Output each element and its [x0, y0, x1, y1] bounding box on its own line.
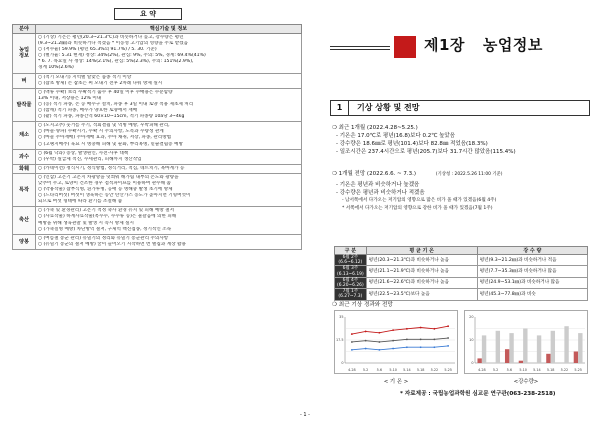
summary-line: 낮추어 주고, 토양이 건조한 경우 점적파이프를 이용하여 관수해 줌: [38, 180, 171, 186]
bar: [551, 331, 555, 363]
bar: [546, 354, 550, 363]
data-point: [447, 325, 449, 327]
outlook-basis: (기상청 : 2022.5.26 11:00 기준): [435, 172, 503, 177]
data-point: [351, 333, 353, 335]
forecast-temp: 평년(21.1~21.9℃)과 비슷하거나 높음: [366, 266, 477, 277]
bar: [537, 335, 541, 363]
charts-title: ❍ 최근 기상 경과와 전망: [332, 302, 393, 308]
data-point: [420, 338, 422, 340]
summary-row: [13, 173, 302, 206]
summary-content: [36, 73, 302, 88]
summary-line: ○ (콩) 적기 파종, 논 콩 배수구 설치, 파종 후 3일 이내 토양 적용 제초제 처리: [38, 101, 194, 107]
summary-line: 13% 이내, 저장용은 12% 이내: [38, 95, 102, 101]
forecast-temp: 평년(20.3~21.3℃)과 비슷하거나 높음: [366, 255, 477, 266]
summary-line: 경계 10%(2.6%): [38, 65, 74, 71]
outlook-block: [332, 170, 503, 213]
summary-col-content: 핵심기술 및 정보: [36, 25, 302, 34]
data-point: [433, 346, 435, 348]
data-point: [378, 332, 380, 334]
recent-weather-block: [332, 124, 516, 156]
x-tick-label: 5.18: [416, 368, 425, 372]
summary-content: [36, 34, 302, 74]
summary-line: ○ (노지고추) 웃거름 주기, 석회결핍 및 역병 예방, 우박피해 관리,: [38, 123, 170, 129]
outlook-title: ❍ 1개월 전망 (2022.6.6. ~ 7.3.): [332, 171, 417, 177]
forecast-period: 6월 4주 (6.20~6.26): [335, 277, 367, 288]
bar: [496, 331, 500, 363]
x-tick-label: 5.22: [560, 368, 569, 372]
x-tick-label: 5.14: [533, 368, 541, 372]
data-point: [365, 331, 367, 333]
summary-line: ○ (맥류 수확) 보리 수확적기 출수 후 40일 이후 수매용은 수분함량: [38, 89, 173, 95]
outlook-temp-line: - 기온은 평년과 비슷하거나 높겠음: [336, 182, 420, 188]
bar: [519, 361, 523, 363]
outlook-note-2: * 서쪽에서 다가오는 저기압의 영향으로 강한 비가 올 때가 있겠음(7월 1주): [342, 206, 493, 211]
data-point: [447, 337, 449, 339]
data-source: * 자료제공 : 국립농업과학원 심교문 연구관(063-238-2518): [400, 391, 556, 397]
summary-row: [13, 34, 302, 74]
y-tick-label: 20: [469, 315, 474, 320]
summary-row: [13, 88, 302, 121]
bar: [564, 326, 568, 363]
precipitation-chart: [464, 310, 588, 374]
data-point: [406, 328, 408, 330]
summary-line: ○ (기상) 기온은 평년(20.3~21.3℃)과 비슷하거나 높고, 강수량은 평년: [38, 35, 184, 40]
outlook-rain-line: - 강수량은 평년과 비슷하거나 적겠음: [336, 190, 425, 196]
forecast-temp: 평년(21.6~22.6℃)과 비슷하거나 높음: [366, 277, 477, 288]
summary-line: ○ (가축 및 환경관리) 고온기 적정 축사 환경 유지 및 피해 예방 철저: [38, 208, 175, 214]
data-point: [447, 345, 449, 347]
x-tick-label: 5.6: [376, 368, 383, 372]
summary-line: ○ (느타리버섯) 버섯이 생육하는 동안 탄산가스 농도가 높아지면 기형버섯이: [38, 193, 191, 199]
x-tick-label: 5.6: [506, 368, 513, 372]
summary-line: ○ (마늘 주아재배) 주아재배 효과, 주아 채취, 저장, 파종, 관리방법: [38, 135, 172, 141]
x-tick-label: 5.2: [492, 368, 499, 372]
summary-line: ○ (고랭지배추) 육묘 시 병충해 피해 및 순화, 뿌리혹병, 밑슬결핍증 예방: [38, 141, 183, 147]
x-tick-label: 5.25: [574, 368, 582, 372]
summary-category: 축산: [13, 207, 36, 234]
recent-temp-line: - 기온은 17.0℃로 평년(16.8)보다 0.2℃ 높았음: [336, 133, 456, 139]
summary-category: 농업 정보: [13, 34, 36, 74]
summary-row: [13, 122, 302, 149]
x-tick-label: 5.22: [430, 368, 439, 372]
data-point: [433, 338, 435, 340]
summary-category: 양봉: [13, 234, 36, 249]
data-point: [378, 341, 380, 343]
data-point: [378, 349, 380, 351]
chapter-subtitle: 농업정보: [482, 36, 543, 54]
forecast-row: [335, 289, 588, 300]
x-tick-label: 5.2: [362, 368, 369, 372]
data-point: [365, 340, 367, 342]
summary-row: [13, 234, 302, 249]
summary-category: 화훼: [13, 164, 36, 173]
temperature-chart-svg: [335, 311, 459, 375]
forecast-col-rain: 강 수 량: [477, 247, 587, 255]
outlook-header: [332, 170, 503, 179]
x-tick-label: 5.10: [389, 368, 397, 372]
forecast-table: [334, 246, 588, 301]
data-point: [365, 348, 367, 350]
summary-line: ○ (팥) 적기 파종, 파종간격 60×10~15cm, 적기 파종량 10a당 3~4kg: [38, 114, 185, 120]
temperature-caption: < 기 온 >: [383, 379, 409, 385]
series-line-0: [352, 326, 448, 334]
bar: [523, 329, 527, 364]
recent-rain-line: - 강수량은 18.6㎜로 평년(101.4)보다 82.8㎜ 적었음(18.3%): [336, 141, 488, 147]
summary-line: (9.3~21.2㎜)과 비슷하거나 적겠음 * 이동성 고기압의 영향을 주로 받겠음: [38, 41, 189, 47]
summary-category: 채소: [13, 122, 36, 149]
y-tick-label: 0: [341, 361, 344, 366]
summary-category: 발작물: [13, 88, 36, 121]
section-number: 1: [331, 101, 349, 115]
summary-category: 벼: [13, 73, 36, 88]
chapter-header: [330, 28, 590, 64]
data-point: [392, 340, 394, 342]
recent-sun-line: - 일조시간은 237.4시간으로 평년(205.7)보다 31.7시간 많았음(115.4%): [336, 149, 516, 155]
summary-line: ○ (적기 모내기) 지역별 알맞은 품종 적기 이앙: [38, 74, 132, 80]
outlook-note-1: - 남서쪽에서 다가오는 저기압의 영향으로 많은 비가 올 때가 있겠음(6월 4주): [342, 198, 497, 203]
x-tick-label: 5.14: [403, 368, 411, 372]
bar: [509, 333, 513, 363]
summary-line: ○ (유밀기 봉군의 철저 예방) 꿀이 들어오기 시작하면 번 벌집과 계상 활용: [38, 241, 186, 247]
forecast-period: 6월 3주 (6.13~6.19): [335, 266, 367, 277]
summary-line: ○ (잡초 방제) 논 잡초는 써 모내기 전후 2차례 나눠 방제 실시: [38, 80, 163, 86]
bar: [574, 352, 578, 364]
data-point: [351, 349, 353, 351]
summary-line: ○ (사료작물) 하계사료작물(옥수수, 수수류 등)은 물갈음에 의한 피해: [38, 214, 177, 220]
summary-row: [13, 149, 302, 164]
data-point: [392, 329, 394, 331]
section-title: 기상 상황 및 전망: [357, 103, 420, 112]
chapter-rule: [330, 46, 390, 50]
forecast-rain: 평년(9.3~21.2㎜)과 비슷하거나 적음: [477, 255, 587, 266]
chapter-marker: [394, 36, 416, 58]
data-point: [406, 338, 408, 340]
forecast-period: 7월 1주 (6.27~7.3): [335, 289, 367, 300]
x-tick-label: 5.18: [546, 368, 555, 372]
summary-content: [36, 88, 302, 121]
summary-title: 요 약: [114, 8, 182, 20]
summary-line: ○ (카네이션) 정식시기, 정식방법, 정식거리, 적심, 네트치기, 흑마계가 등: [38, 165, 185, 171]
x-tick-label: 5.10: [519, 368, 527, 372]
data-point: [420, 346, 422, 348]
summary-line: ○ (우박) 실급제 적진, 수세관리, 피해까지 생산작업: [38, 156, 142, 162]
summary-section: [12, 8, 302, 412]
forecast-row: [335, 277, 588, 288]
x-tick-label: 4.28: [478, 368, 486, 372]
y-tick-label: 17.5: [335, 338, 344, 343]
data-point: [406, 346, 408, 348]
x-tick-label: 4.28: [348, 368, 356, 372]
summary-line: ○ (저수율) 59.9% (평년 65.3%의 91.7%) / 5. 30. 기준): [38, 47, 157, 53]
temperature-chart: [334, 310, 458, 374]
forecast-row: [335, 266, 588, 277]
summary-line: ○ (여름철 봉군 관리) 유밀기의 정리와 유밀기 봉군관리 주의사항: [38, 235, 169, 241]
bar: [578, 333, 582, 363]
bar: [505, 349, 509, 363]
data-point: [392, 348, 394, 350]
forecast-col-period: 구 분: [335, 247, 367, 255]
precipitation-caption: <강수량>: [513, 379, 539, 385]
summary-line: ○ (인삼) 고온기 고온지 차광망을 덧씌워 해가림 내부의 온도와 광량을: [38, 174, 179, 180]
y-tick-label: 10: [469, 338, 474, 343]
summary-content: [36, 234, 302, 249]
forecast-rain: 평년(7.7~35.3㎜)과 비슷하거나 많음: [477, 266, 587, 277]
forecast-col-temp: 평 균 기 온: [366, 247, 477, 255]
summary-line: ○ (벌가율: 5.31 현재) 정상: 34%(2%), 관심: 9%, 주의: 5%, 경계: 69.4%(41%): [38, 53, 206, 59]
summary-line: ○ (참깨) 적기 파종, 배수가 양호한 토양에서 재배: [38, 108, 138, 114]
precipitation-chart-svg: [465, 311, 589, 375]
summary-line: ○ (마늘·양파) 수확시기, 수확 시 주의사항, 도복과 수량성 관계: [38, 129, 164, 135]
summary-content: [36, 207, 302, 234]
summary-content: [36, 173, 302, 206]
bar: [482, 335, 486, 363]
forecast-temp: 평년(22.5~23.5℃)보다 높음: [366, 289, 477, 300]
summary-line: ○ (6월 낙과) 증상, 발생원인, 사전·사후 대책: [38, 150, 129, 156]
y-tick-label: 0: [471, 361, 474, 366]
summary-row: [13, 207, 302, 234]
x-tick-label: 5.25: [444, 368, 452, 372]
summary-row: [13, 164, 302, 173]
forecast-period: 6월 2주 (6.6~6.12): [335, 255, 367, 266]
recent-weather-header: ❍ 최근 1개월 (2022.4.28~5.25.): [332, 125, 418, 131]
forecast-row: [335, 255, 588, 266]
data-point: [433, 328, 435, 330]
forecast-rain: 평년(45.3~77.8㎜)과 비슷: [477, 289, 587, 300]
summary-line: ○ (가축질병 예방) 차단방역 철저, 구제역 백신접종, 정기적인 소독: [38, 226, 172, 232]
summary-content: [36, 122, 302, 149]
summary-content: [36, 164, 302, 173]
summary-category: 특작: [13, 173, 36, 206]
bar: [477, 358, 481, 363]
summary-row: [13, 73, 302, 88]
chapter-title: [424, 34, 561, 55]
chapter-number: 제1장: [424, 36, 465, 54]
page-number: - 1 -: [300, 412, 310, 418]
agri-info-section: [330, 0, 592, 424]
summary-category: 과수: [13, 149, 36, 164]
summary-table: [12, 24, 302, 250]
section-header: [330, 100, 590, 116]
data-point: [351, 341, 353, 343]
y-tick-label: 35: [339, 315, 344, 320]
summary-line: 되므로 버섯 형태에 따라 환기를 조절해 줌: [38, 199, 123, 205]
forecast-rain: 평년(24.9~53.1㎜)과 비슷하거나 많음: [477, 277, 587, 288]
summary-line: * 6. 7. 목요일 사 정상: 14%(2.1%), 관심: 5%(2.3%), 주의: 151%(2.9%),: [38, 59, 194, 65]
summary-line: 예방을 위해 생육관찰 및 발생 시 즉시 방제 실시: [38, 220, 134, 226]
series-line-2: [352, 346, 448, 350]
summary-col-category: 분야: [13, 25, 36, 34]
data-point: [420, 327, 422, 329]
summary-line: ○ (약용작물) 잡부식병, 흰가루병, 응애 등 병해충 발생 초기에 방제: [38, 187, 173, 193]
summary-content: [36, 149, 302, 164]
